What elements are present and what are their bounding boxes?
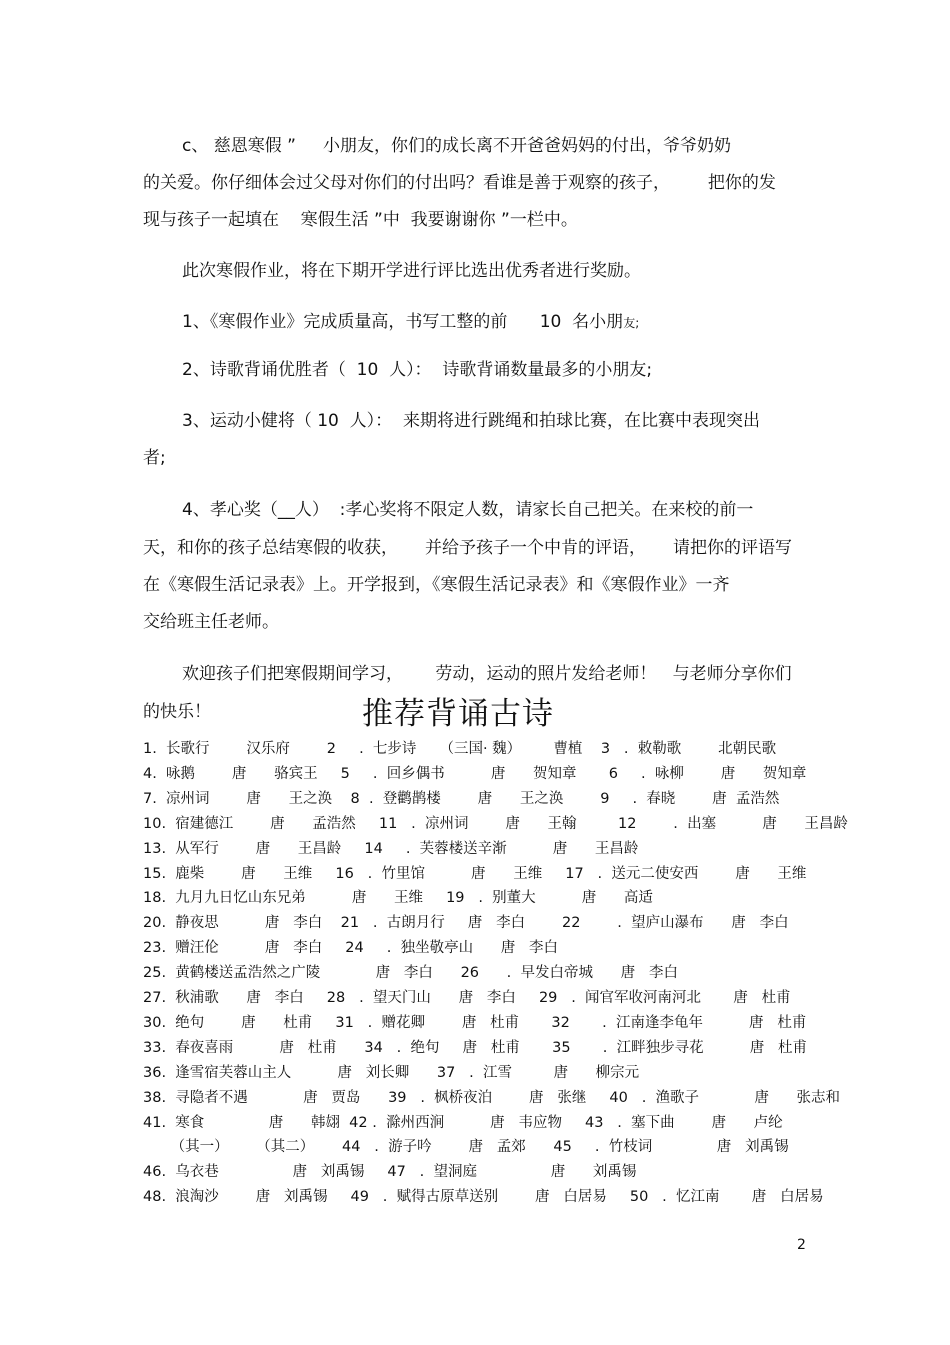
paragraph-line: 欢迎孩子们把寒假期间学习， 劳动，运动的照片发给老师！ 与老师分享你们 <box>182 664 792 684</box>
paragraph-line: 者; <box>143 448 166 468</box>
poem-list-line: 48. 浪淘沙 唐 刘禹锡 49 . 赋得古原草送别 唐 白居易 50 . 忆江南 唐 白居易 <box>143 1189 824 1206</box>
poem-list-line: 41. 寒食 唐 韩翃 42 . 滁州西涧 唐 韦应物 43 . 塞下曲 唐 卢纶 <box>143 1114 783 1131</box>
poem-list-line: 25. 黄鹤楼送孟浩然之广陵 唐 李白 26 . 早发白帝城 唐 李白 <box>143 965 678 982</box>
paragraph-line: 3、运动小健将（ 10 人）： 来期将进行跳绳和拍球比赛，在比赛中表现突出 <box>182 411 760 431</box>
paragraph-line: 的快乐！ <box>143 702 211 722</box>
poem-list-line: 36. 逢雪宿芙蓉山主人 唐 刘长卿 37 . 江雪 唐 柳宗元 <box>143 1064 640 1081</box>
award-1-text-small: 友; <box>623 316 640 330</box>
poem-list-line: 1. 长歌行 汉乐府 2 . 七步诗 （三国· 魏） 曹植 3 . 敕勒歌 北朝民歌 <box>143 741 777 757</box>
paragraph-line: 2、诗歌背诵优胜者（ 10 人）： 诗歌背诵数量最多的小朋友; <box>182 360 653 380</box>
poem-list-line: （其一） （其二） 44 . 游子吟 唐 孟郊 45 . 竹枝词 唐 刘禹锡 <box>143 1139 789 1156</box>
poem-list-line: 7. 凉州词 唐 王之涣 8 . 登鹳鹊楼 唐 王之涣 9 . 春晓 唐 孟浩然 <box>143 790 780 807</box>
poem-list-line: 46. 乌衣巷 唐 刘禹锡 47 . 望洞庭 唐 刘禹锡 <box>143 1164 637 1181</box>
paragraph-line: 此次寒假作业，将在下期开学进行评比选出优秀者进行奖励。 <box>182 261 641 281</box>
poem-list-line: 30. 绝句 唐 杜甫 31 . 赠花卿 唐 杜甫 32 . 江南逢李龟年 唐 杜甫 <box>143 1014 807 1031</box>
poem-list-line: 20. 静夜思 唐 李白 21 . 古朗月行 唐 李白 22 . 望庐山瀑布 唐 李白 <box>143 915 789 932</box>
poem-list-line: 33. 春夜喜雨 唐 杜甫 34 . 绝句 唐 杜甫 35 . 江畔独步寻花 唐 杜甫 <box>143 1039 808 1056</box>
paragraph-line: c、 慈恩寒假 ” 小朋友，你们的成长离不开爸爸妈妈的付出，爷爷奶奶 <box>182 136 731 156</box>
poem-list-line: 18. 九月九日忆山东兄弟 唐 王维 19 . 别董大 唐 高适 <box>143 890 653 907</box>
paragraph-line: 4、孝心奖（__人） :孝心奖将不限定人数，请家长自己把关。在来校的前一 <box>182 500 754 520</box>
poem-list-line: 4. 咏鹅 唐 骆宾王 5 . 回乡偶书 唐 贺知章 6 . 咏柳 唐 贺知章 <box>143 765 807 782</box>
poem-list-line: 27. 秋浦歌 唐 李白 28 . 望天门山 唐 李白 29 . 闻官军收河南河北 唐 杜甫 <box>143 990 791 1006</box>
poem-list-line: 23. 赠汪伦 唐 李白 24 . 独坐敬亭山 唐 李白 <box>143 940 559 957</box>
paragraph-line: 天，和你的孩子总结寒假的收获， 并给予孩子一个中肯的评语， 请把你的评语写 <box>143 538 793 558</box>
paragraph-line: 交给班主任老师。 <box>143 612 279 632</box>
paragraph-line <box>182 304 847 342</box>
poem-list-line: 15. 鹿柴 唐 王维 16 . 竹里馆 唐 王维 17 . 送元二使安西 唐 王维 <box>143 865 807 882</box>
paragraph-line: 现与孩子一起填在 寒假生活 ”中 我要谢谢你 ”一栏中。 <box>143 210 578 230</box>
poem-list-line: 10. 宿建德江 唐 孟浩然 11 . 凉州词 唐 王翰 12 . 出塞 唐 王昌龄 <box>143 815 848 832</box>
section-title: 推荐背诵古诗 <box>362 696 554 732</box>
poem-list-line: 38. 寻隐者不遇 唐 贾岛 39 . 枫桥夜泊 唐 张继 40 . 渔歌子 唐 张志和 <box>143 1089 840 1106</box>
paragraph-line: 在《寒假生活记录表》上。开学报到，《寒假生活记录表》和《寒假作业》一齐 <box>143 575 730 595</box>
award-1-text: 1、《寒假作业》完成质量高，书写工整的前 10 名小朋 <box>182 312 624 332</box>
paragraph-line: 的关爱。你仔细体会过父母对你们的付出吗？看谁是善于观察的孩子， 把你的发 <box>143 173 776 193</box>
poem-list-line: 13. 从军行 唐 王昌龄 14 . 芙蓉楼送辛渐 唐 王昌龄 <box>143 840 639 857</box>
page-number: 2 <box>797 1237 806 1253</box>
